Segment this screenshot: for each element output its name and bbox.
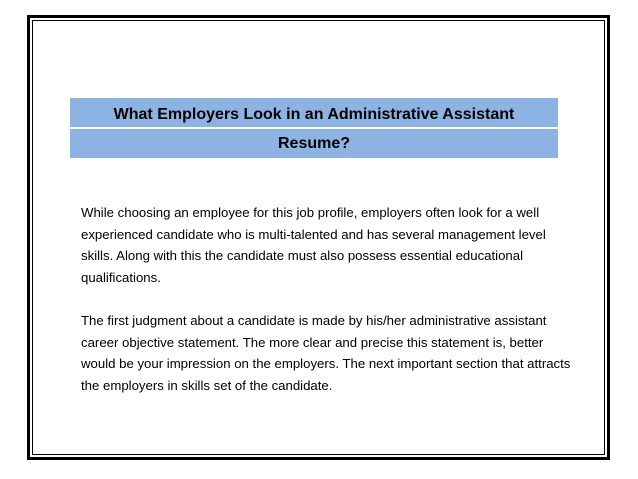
page-title bbox=[70, 100, 558, 158]
body-paragraph-1: While choosing an employee for this job profile, employers often look for a well experienced candidate who is multi-talented and has several management level skills. Along with this the candidate must also possess essential educational qualifications. bbox=[81, 205, 546, 285]
body-paragraph-2: The first judgment about a candidate is made by his/her administrative assistant career objective statement. The more clear and precise this statement is, better would be your impression on the employers. The next important section that attracts the employers in skills set of the candidate. bbox=[81, 313, 571, 393]
page-title-line-1: What Employers Look in an Administrative Assistant bbox=[113, 106, 515, 123]
page-title-line-2: Resume? bbox=[277, 135, 351, 152]
